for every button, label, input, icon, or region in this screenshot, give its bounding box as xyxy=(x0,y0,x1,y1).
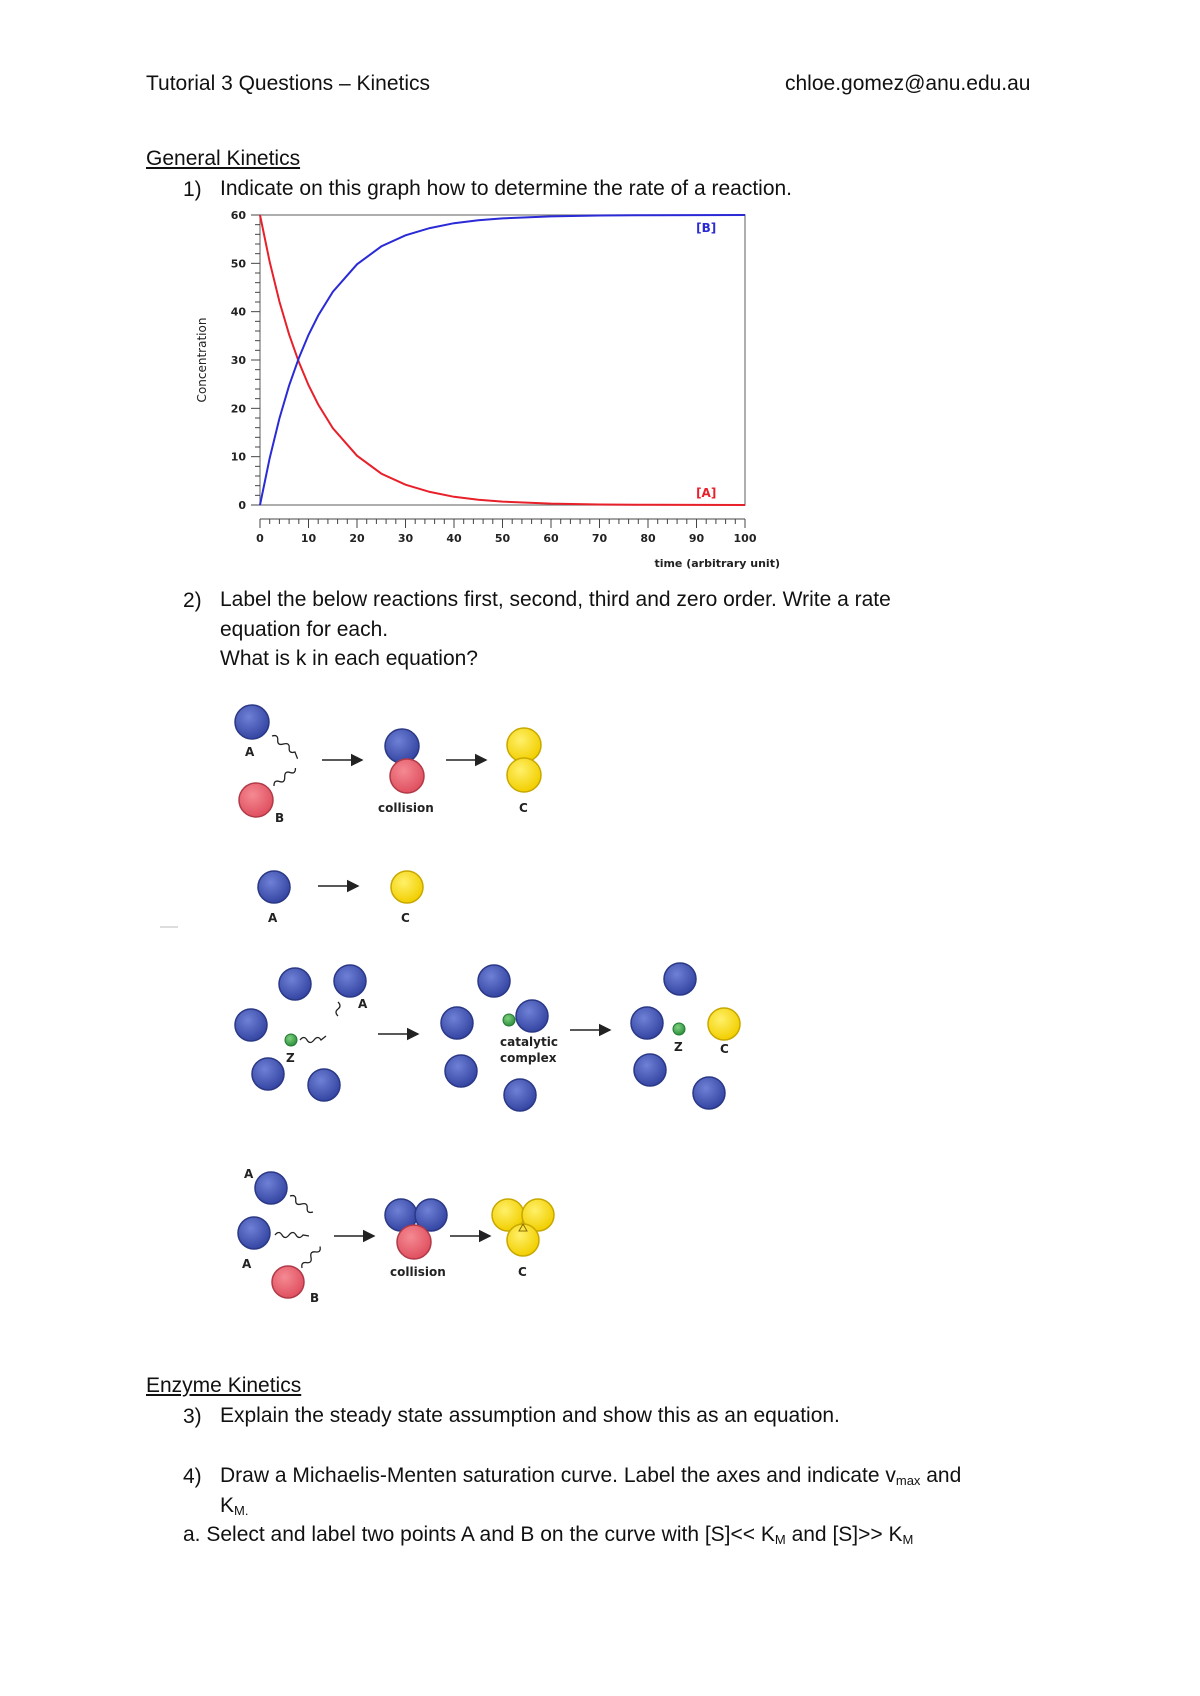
label-b: B xyxy=(275,811,285,825)
particle-a xyxy=(252,1058,284,1090)
part-a-text: a. Select and label two points A and B on the curve with [S]<< K xyxy=(183,1523,775,1546)
particle-a xyxy=(385,729,419,763)
x-tick-label: 0 xyxy=(256,532,264,545)
label-b: B xyxy=(310,1291,320,1305)
label-a: A xyxy=(245,745,255,759)
particle-a xyxy=(279,968,311,1000)
section-heading-general: General Kinetics xyxy=(146,147,301,170)
concentration-time-chart xyxy=(190,210,810,580)
label-catalytic: catalytic xyxy=(500,1035,558,1049)
x-axis-label: time (arbitrary unit) xyxy=(654,557,780,570)
x-tick-label: 80 xyxy=(640,532,656,545)
wiggle-arrow xyxy=(336,1002,340,1016)
particle-a xyxy=(308,1069,340,1101)
label-z: Z xyxy=(286,1051,295,1065)
x-tick-label: 10 xyxy=(300,532,317,545)
reaction-3-diagram xyxy=(235,963,740,1111)
wiggle-arrow xyxy=(300,1245,322,1270)
label-a: A xyxy=(244,1167,254,1181)
question-4-text xyxy=(220,1461,961,1496)
legend-label-a: [A] xyxy=(696,485,717,500)
question-4-part-a xyxy=(183,1520,913,1555)
label-c: C xyxy=(519,801,528,815)
vmax-subscript: max xyxy=(895,1473,921,1488)
particle-a xyxy=(516,1000,548,1032)
label-collision: collision xyxy=(390,1265,446,1279)
page-header-email[interactable]: chloe.gomez@anu.edu.au xyxy=(785,72,1031,95)
page-header-title: Tutorial 3 Questions – Kinetics xyxy=(146,72,431,95)
km-main: K xyxy=(220,1494,235,1517)
wiggle-arrow xyxy=(270,734,302,759)
y-tick-label: 50 xyxy=(230,257,246,271)
particle-a xyxy=(238,1217,270,1249)
wiggle-arrow xyxy=(275,1233,309,1238)
particle-a xyxy=(235,705,269,739)
reaction-diagrams xyxy=(150,690,800,1310)
x-tick-label: 90 xyxy=(688,532,705,545)
label-z: Z xyxy=(674,1040,683,1054)
section-heading-enzyme: Enzyme Kinetics xyxy=(146,1374,302,1397)
km-subscript: M. xyxy=(234,1503,249,1518)
x-tick-label: 20 xyxy=(349,532,365,545)
question-2-line3: What is k in each equation? xyxy=(220,647,478,670)
particle-a xyxy=(664,963,696,995)
particle-c xyxy=(507,728,541,762)
y-tick-label: 10 xyxy=(230,450,246,464)
particle-c xyxy=(507,758,541,792)
label-c: C xyxy=(720,1042,729,1056)
x-tick-label: 40 xyxy=(446,532,462,545)
question-number-2: 2) xyxy=(183,589,202,612)
legend-label-b: [B] xyxy=(696,221,717,236)
part-a-subscript-2: M xyxy=(902,1532,914,1547)
particle-c xyxy=(708,1008,740,1040)
particle-a xyxy=(504,1079,536,1111)
particle-a xyxy=(445,1055,477,1087)
particle-a xyxy=(631,1007,663,1039)
particle-b xyxy=(397,1225,431,1259)
x-tick-label: 60 xyxy=(543,532,559,545)
x-tick-label: 30 xyxy=(397,532,414,545)
particle-b xyxy=(390,759,424,793)
wiggle-arrow xyxy=(272,766,297,788)
label-complex: complex xyxy=(500,1051,557,1065)
label-a: A xyxy=(268,911,278,925)
particle-z xyxy=(285,1034,297,1046)
question-number-1: 1) xyxy=(183,178,202,201)
wiggle-arrow xyxy=(300,1036,326,1043)
reaction-2-diagram xyxy=(160,871,423,927)
question-4-text-main: Draw a Michaelis-Menten saturation curve. Label the axes and indicate v xyxy=(220,1464,896,1487)
y-axis-label: Concentration xyxy=(195,317,209,403)
y-tick-label: 60 xyxy=(230,210,246,222)
plot-frame xyxy=(260,215,745,505)
particle-c xyxy=(507,1224,539,1256)
wiggle-arrow xyxy=(289,1194,315,1214)
x-tick-label: 100 xyxy=(733,532,757,545)
question-2-line2: equation for each. xyxy=(220,618,389,641)
label-c: C xyxy=(518,1265,527,1279)
label-c: C xyxy=(401,911,410,925)
x-tick-label: 70 xyxy=(591,532,608,545)
particle-z xyxy=(503,1014,515,1026)
part-a-text-mid: and [S]>> K xyxy=(785,1523,903,1546)
question-1-text: Indicate on this graph how to determine the rate of a reaction. xyxy=(220,177,793,200)
question-number-4: 4) xyxy=(183,1465,202,1488)
question-number-3: 3) xyxy=(183,1405,202,1428)
particle-a xyxy=(334,965,366,997)
particle-a xyxy=(634,1054,666,1086)
label-a: A xyxy=(358,997,368,1011)
particle-a xyxy=(693,1077,725,1109)
reaction-1-diagram xyxy=(235,705,541,825)
y-tick-label: 30 xyxy=(230,354,246,367)
reaction-4-diagram xyxy=(238,1167,554,1305)
y-tick-label: 40 xyxy=(230,305,246,319)
particle-a xyxy=(478,965,510,997)
label-collision: collision xyxy=(378,801,434,815)
particle-c xyxy=(391,871,423,903)
y-tick-label: 0 xyxy=(238,499,246,512)
particle-a xyxy=(255,1172,287,1204)
y-tick-label: 20 xyxy=(230,402,246,416)
label-a: A xyxy=(242,1257,252,1271)
particle-a xyxy=(258,871,290,903)
particle-b xyxy=(239,783,273,817)
particle-a xyxy=(235,1009,267,1041)
particle-z xyxy=(673,1023,685,1035)
x-tick-label: 50 xyxy=(494,532,511,545)
question-4-text-and: and xyxy=(920,1464,962,1487)
question-3-text: Explain the steady state assumption and show this as an equation. xyxy=(220,1404,840,1427)
particle-b xyxy=(272,1266,304,1298)
question-2-line1: Label the below reactions first, second, third and zero order. Write a rate xyxy=(220,588,891,611)
particle-a xyxy=(441,1007,473,1039)
part-a-subscript-1: M xyxy=(774,1532,786,1547)
